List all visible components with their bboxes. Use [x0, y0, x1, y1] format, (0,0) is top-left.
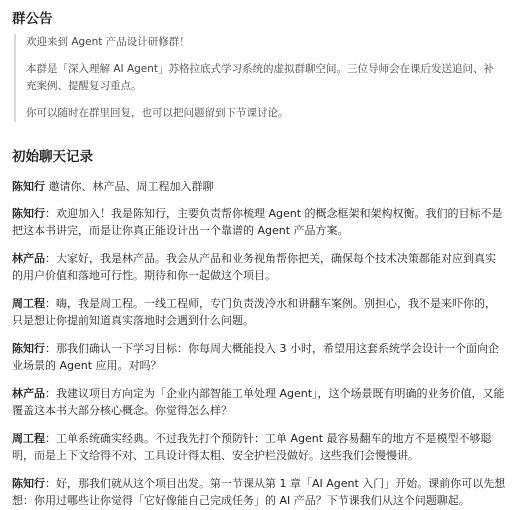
chat-message	[12, 475, 506, 510]
chat-message	[12, 250, 506, 285]
message-separator: ：	[45, 341, 56, 355]
message-separator: ：	[45, 431, 56, 445]
message-text: 邀请你、林产品、周工程加入群聊	[48, 180, 214, 193]
message-text: 嗨，我是周工程。一线工程师，专门负责泼冷水和讲翻车案例。别担心，我不是来吓你的，只是想让你提前知道真实落地时会遇到什么问题。	[12, 296, 496, 327]
message-speaker: 周工程	[12, 296, 45, 310]
message-separator: ：	[45, 251, 56, 265]
chat-message	[12, 205, 506, 240]
message-separator: ：	[45, 476, 56, 490]
announcement-quote	[14, 34, 500, 122]
message-text: 我建议项目方向定为「企业内部智能工单处理 Agent」，这个场景既有明确的业务价值，又能覆盖这本书大部分核心概念。你觉得怎么样？	[12, 386, 505, 417]
announcement-paragraph: 欢迎来到 Agent 产品设计研修群！	[26, 36, 190, 48]
message-speaker: 林产品	[12, 386, 45, 400]
chat-history-title: 初始聊天记录	[12, 149, 93, 165]
message-speaker: 林产品	[12, 251, 45, 265]
chat-history	[12, 178, 506, 510]
chat-message	[12, 295, 506, 330]
message-text: 好，那我们就从这个项目出发。第一节课从第 1 章「AI Agent 入门」开始。课前你可以先想想：你用过哪些让你觉得「它好像能自己完成任务」的 AI 产品？下节课我们从这个问题聊起。	[12, 476, 506, 507]
message-text: 工单系统确实经典。不过我先打个预防针：工单 Agent 最容易翻车的地方不是模型不够聪明，而是上下文给得不对、工具设计得太粗、安全护栏没做好。这些我们会慢慢讲。	[12, 431, 492, 462]
message-speaker: 陈知行	[12, 476, 45, 490]
chat-message	[12, 178, 506, 196]
message-separator: ：	[45, 206, 56, 220]
announcement-paragraph: 本群是「深入理解 AI Agent」苏格拉底式学习系统的虚拟群聊空间。三位导师会在课后发送追问、补充案例、提醒复习重点。	[26, 63, 495, 92]
message-separator: ：	[45, 296, 56, 310]
message-speaker: 周工程	[12, 431, 45, 445]
chat-message	[12, 430, 506, 465]
chat-message	[12, 340, 506, 375]
message-speaker: 陈知行	[12, 341, 45, 355]
announcement-paragraph: 你可以随时在群里回复，也可以把问题留到下节课讨论。	[26, 107, 289, 119]
message-separator: ：	[45, 386, 56, 400]
announcement-title: 群公告	[12, 11, 53, 27]
message-speaker: 陈知行	[12, 206, 45, 220]
chat-message	[12, 385, 506, 420]
message-speaker: 陈知行	[12, 180, 45, 193]
message-text: 大家好，我是林产品。我会从产品和业务视角帮你把关，确保每个技术决策都能对应到真实的用户价值和落地可行性。期待和你一起做这个项目。	[12, 251, 496, 282]
message-text: 欢迎加入！我是陈知行，主要负责帮你梳理 Agent 的概念框架和架构权衡。我们的目标不是把这本书讲完，而是让你真正能设计出一个靠谱的 Agent 产品方案。	[12, 206, 503, 237]
message-text: 那我们确认一下学习目标：你每周大概能投入 3 小时，希望用这套系统学会设计一个面向企业场景的 Agent 应用。对吗？	[12, 341, 499, 372]
